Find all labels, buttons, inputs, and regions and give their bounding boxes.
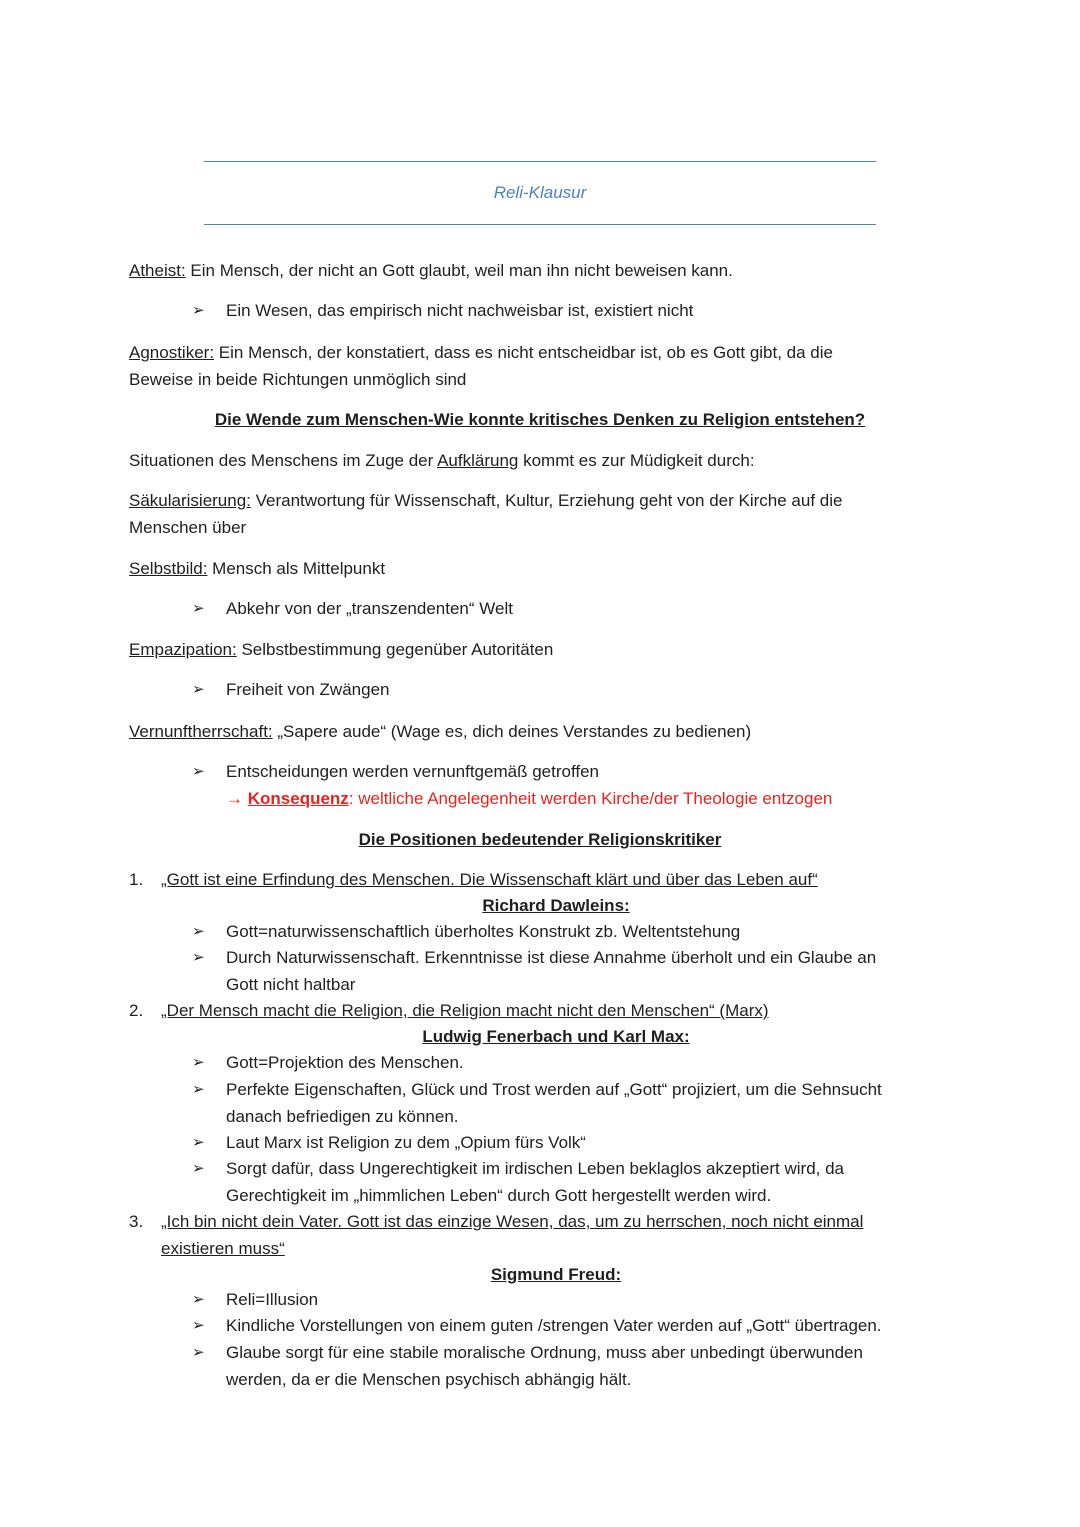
atheist-term: Atheist: [129,261,186,280]
right-arrow-icon: → [226,788,248,808]
arrowhead-bullet-icon: ➢ [192,1081,205,1098]
aufklaerung-intro: Situationen des Menschens im Zuge der Aufklärung kommt es zur Müdigkeit durch: [129,451,755,470]
critic-3-bullet-3: ➢ Glaube sorgt für eine stabile moralische Ordnung, muss aber unbedingt überwunden werden, da er die Menschen psychisch abhängig hält. [192,1340,952,1393]
critic-2-name: Ludwig Fenerbach und Karl Max: [422,1027,690,1046]
list-number: 3. [129,1212,144,1231]
agnostiker-definition: Agnostiker: Ein Mensch, der konstatiert, dass es nicht entscheidbar ist, ob es Gott gibt, da die Beweise in beide Richtungen unmöglich sind [129,343,833,389]
arrowhead-bullet-icon: ➢ [192,949,205,966]
arrowhead-bullet-icon: ➢ [192,1317,205,1334]
atheist-definition: Atheist: Ein Mensch, der nicht an Gott glaubt, weil man ihn nicht beweisen kann. [129,261,733,280]
selbstbild-term: Selbstbild: [129,559,208,578]
critic-1-name: Richard Dawleins: [482,896,630,915]
critic-3-bullet-2: ➢ Kindliche Vorstellungen von einem guten /strengen Vater werden auf „Gott“ übertragen. [192,1313,952,1340]
critic-2-bullet-1: ➢ Gott=Projektion des Menschen. [192,1050,952,1077]
critic-3-quote: 3. „Ich bin nicht dein Vater. Gott ist das einzige Wesen, das, um zu herrschen, noch nicht einmal existieren muss“ [129,1209,949,1262]
critic-2-bullet-3: ➢ Laut Marx ist Religion zu dem „Opium fürs Volk“ [192,1130,952,1157]
aufklaerung-term: Aufklärung [437,451,519,470]
empazipation-bullet: ➢ Freiheit von Zwängen [192,677,952,704]
saekularisierung-definition: Säkularisierung: Verantwortung für Wissenschaft, Kultur, Erziehung geht von der Kirche auf die Menschen über [129,491,843,537]
critic-2-bullet-2: ➢ Perfekte Eigenschaften, Glück und Trost werden auf „Gott“ projiziert, um die Sehnsucht danach befriedigen zu können. [192,1077,952,1130]
critic-3-bullet-1: ➢ Reli=Illusion [192,1287,952,1314]
selbstbild-bullet: ➢ Abkehr von der „transzendenten“ Welt [192,596,952,623]
page-title: Reli-Klausur [493,183,587,202]
arrowhead-bullet-icon: ➢ [192,763,205,780]
vernunftherrschaft-definition: Vernunftherrschaft: „Sapere aude“ (Wage es, dich deines Verstandes zu bedienen) [129,722,752,741]
arrowhead-bullet-icon: ➢ [192,1134,205,1151]
arrowhead-bullet-icon: ➢ [192,1291,205,1308]
arrowhead-bullet-icon: ➢ [192,600,205,617]
arrowhead-bullet-icon: ➢ [192,302,205,319]
critic-2-quote: 2. „Der Mensch macht die Religion, die Religion macht nicht den Menschen“ (Marx) [129,998,949,1025]
atheist-bullet: ➢ Ein Wesen, das empirisch nicht nachweisbar ist, existiert nicht [192,298,952,325]
arrowhead-bullet-icon: ➢ [192,1344,205,1361]
list-number: 1. [129,870,144,889]
critic-1-bullet-1: ➢ Gott=naturwissenschaftlich überholtes Konstrukt zb. Weltentstehung [192,919,952,946]
header-rule-bottom [204,224,876,225]
critic-2-bullet-4: ➢ Sorgt dafür, dass Ungerechtigkeit im irdischen Leben beklaglos akzeptiert wird, da Gerechtigkeit im „himmlichen Leben“ durch Gott hergestellt werden wird. [192,1156,952,1209]
arrowhead-bullet-icon: ➢ [192,681,205,698]
saekularisierung-term: Säkularisierung: [129,491,251,510]
vernunftherrschaft-bullet: ➢ Entscheidungen werden vernunftgemäß getroffen → Konsequenz: weltliche Angelegenheit werden Kirche/der Theologie entzogen [192,759,952,812]
list-number: 2. [129,1001,144,1020]
agnostiker-term: Agnostiker: [129,343,215,362]
konsequenz-line: → Konsequenz: weltliche Angelegenheit werden Kirche/der Theologie entzogen [226,788,833,808]
selbstbild-definition: Selbstbild: Mensch als Mittelpunkt [129,559,386,578]
arrowhead-bullet-icon: ➢ [192,1160,205,1177]
konsequenz-term: Konsequenz [247,788,349,808]
arrowhead-bullet-icon: ➢ [192,923,205,940]
header-rule-top [204,161,876,162]
section-heading-wende: Die Wende zum Menschen-Wie konnte kritisches Denken zu Religion entstehen? [214,410,866,429]
vernunftherrschaft-term: Vernunftherrschaft: [129,722,273,741]
critic-3-name: Sigmund Freud: [490,1265,622,1284]
critic-1-quote: 1. „Gott ist eine Erfindung des Menschen. Die Wissenschaft klärt und über das Leben auf“ [129,867,949,894]
arrowhead-bullet-icon: ➢ [192,1054,205,1071]
critic-1-bullet-2: ➢ Durch Naturwissenschaft. Erkenntnisse ist diese Annahme überholt und ein Glaube an Gott nicht haltbar [192,945,952,998]
empazipation-definition: Empazipation: Selbstbestimmung gegenüber Autoritäten [129,640,554,659]
empazipation-term: Empazipation: [129,640,237,659]
section-heading-positionen: Die Positionen bedeutender Religionskritiker [358,830,722,849]
